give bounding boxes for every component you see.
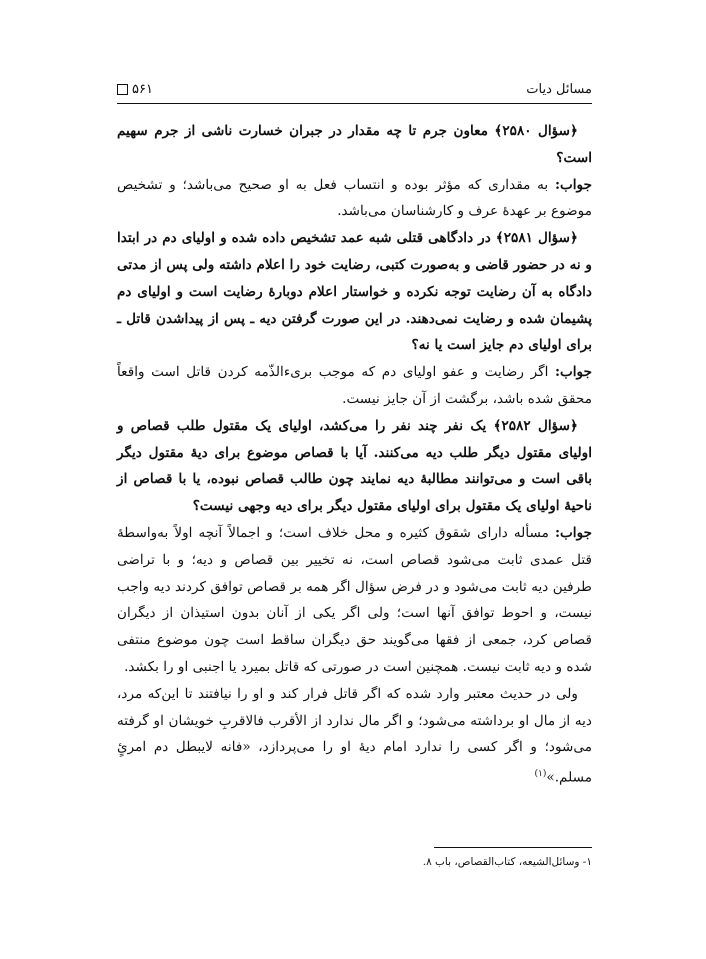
answer-1 (117, 172, 592, 226)
page-number-block (117, 82, 153, 97)
answer-label: جواب: (554, 364, 592, 381)
page-body (117, 118, 592, 791)
question-3 (117, 413, 592, 520)
question-label: ﴿سؤال ۲۵۸۱﴾ (495, 230, 578, 247)
footnote-ref: (۱) (534, 769, 547, 780)
square-icon (117, 84, 128, 95)
continuation-text: ولی در حدیث معتبر وارد شده که اگر قاتل فرار کند و او را نیافتند تا این‌که مرد، دیه از مال او برداشته می‌شود؛ و اگر مال ندارد از الأقرب فالاقربِ خویشان او گرفته می‌شود؛ و اگر کسی را ندارد امام دیهٔ او را می‌پردازد، «فانه لایبطل دم امرئٍ مسلم.» (117, 685, 592, 786)
page-header (117, 78, 592, 100)
answer-text: به مقداری که مؤثر بوده و انتساب فعل به او صحیح می‌باشد؛ و تشخیص موضوع بر عهدهٔ عرف و کارشناسان می‌باشد. (117, 176, 592, 220)
answer-3 (117, 520, 592, 681)
question-1 (117, 118, 592, 172)
page-number: ۵۶۱ (132, 81, 153, 97)
answer-label: جواب: (554, 176, 592, 193)
answer-3-continuation (117, 681, 592, 792)
answer-text: مسأله دارای شقوق کثیره و محل خلاف است؛ و اجمالاً آنچه اولاً به‌واسطهٔ قتل عمدی ثابت می‌شود قصاص است، نه تخییر بین قصاص و دیه؛ و با تراضی طرفین دیه ثابت می‌شود و در فرض سؤال اگر همه بر قصاص توافق کردند دیه واجب نیست، و احوط توافق آنها است؛ ولی اگر یکی از آنان بدون استیذان از دیگران قصاص کرد، جمعی از فقها می‌گویند حق دیگران ساقط است چون موضوع منتفی شده و دیه ثابت نیست. همچنین است در صورتی که قاتل بمیرد یا اجنبی او را بکشد. (117, 524, 592, 675)
question-label: ﴿سؤال ۲۵۸۲﴾ (493, 417, 578, 434)
running-title: مسائل دیات (526, 81, 592, 97)
answer-text: اگر رضایت و عفو اولیای دم که موجب بریءالذّمه کردن قاتل است واقعاً محقق شده باشد، برگشت از آن جایز نیست. (117, 364, 592, 407)
question-2 (117, 225, 592, 359)
question-text: یک نفر چند نفر را می‌کشد، اولیای یک مقتول طلب قصاص و اولیای مقتول دیگر طلب دیه می‌کنند. آیا با قصاص موضوع برای دیهٔ مقتول دیگر باقی است و می‌توانند مطالبهٔ دیه نمایند چون طالب قصاص نبوده، یا با قصاص از ناحیهٔ اولیای یک مقتول برای اولیای مقتول دیگر برای دیه وجهی نیست؟ (117, 417, 592, 515)
question-text: در دادگاهی قتلی شبه عمد تشخیص داده شده و اولیای دم در ابتدا و نه در حضور قاضی و به‌صورت کتبی، رضایت خود را اعلام داشته ولی پس از مدتی دادگاه به آن رضایت توجه نکرده و خواستار اعلام دوبارهٔ رضایت است و اولیای دم پشیمان شده و رضایت نمی‌دهند. در این صورت گرفتن دیه ـ پس از پیداشدن قاتل ـ برای اولیای دم جایز است یا نه؟ (117, 230, 592, 354)
footnote: ۱- وسائل‌الشیعه، کتاب‌القصاص، باب ۸. (422, 856, 592, 868)
footnote-rule (434, 847, 592, 848)
answer-label: جواب: (554, 524, 593, 541)
question-text: معاون جرم تا چه مقدار در جبران خسارت ناشی از جرم سهیم است؟ (117, 123, 592, 166)
header-rule (117, 103, 592, 104)
question-label: ﴿سؤال ۲۵۸۰﴾ (494, 123, 579, 139)
answer-2 (117, 359, 592, 413)
